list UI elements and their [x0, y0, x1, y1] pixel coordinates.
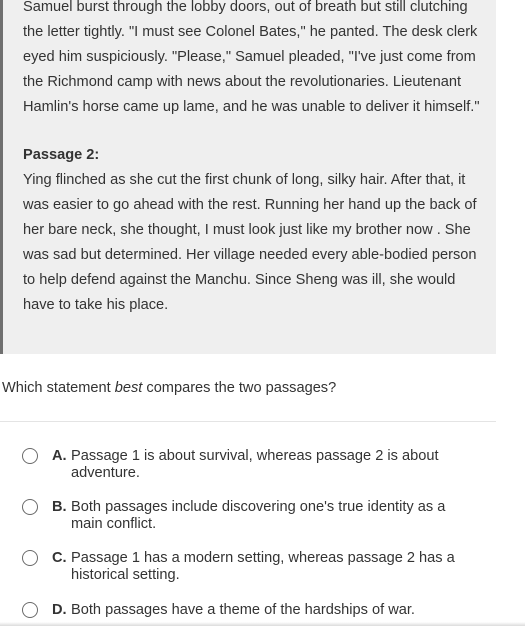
option-text-b: Both passages include discovering one's true identity as a main conflict. [71, 499, 446, 532]
question-emphasis: best [114, 380, 143, 396]
radio-button-b[interactable] [22, 499, 38, 515]
question-prompt [2, 378, 336, 398]
option-letter-c: C. [52, 550, 67, 566]
bottom-edge [0, 622, 525, 626]
question-text-end: compares the two passages? [142, 380, 337, 396]
option-text-a: Passage 1 is about survival, whereas passage 2 is about adventure. [71, 448, 439, 481]
question-text-start: Which statement [2, 380, 115, 396]
passage-2-text: Ying flinched as she cut the first chunk of long, silky hair. After that, it was easier to go ahead with the rest. Running her hand up the back of her bare neck, she thought, I must look just like my brother now . She was sad but determined. Her village needed every able-bodied person to help defend against the Manchu. Since Sheng was ill, she would have to take his place. [23, 172, 477, 313]
divider [0, 421, 496, 422]
radio-button-d[interactable] [22, 602, 38, 618]
passage-1-text: Samuel burst through the lobby doors, out of breath but still clutching the letter tightly. "I must see Colonel Bates," he panted. The desk clerk eyed him suspiciously. "Please," Samuel pleaded, "I've just come from the Richmond camp with news about the revolutionaries. Lieutenant Hamlin's horse came up lame, and he was unable to deliver it himself." [23, 0, 480, 115]
option-letter-b: B. [52, 499, 67, 515]
radio-button-a[interactable] [22, 448, 38, 464]
option-text-c: Passage 1 has a modern setting, whereas passage 2 has a historical setting. [71, 550, 455, 583]
option-text-d: Both passages have a theme of the hardships of war. [71, 602, 415, 618]
radio-button-c[interactable] [22, 550, 38, 566]
passage-2-heading: Passage 2: [23, 147, 100, 163]
option-letter-a: A. [52, 448, 67, 464]
option-letter-d: D. [52, 602, 67, 618]
